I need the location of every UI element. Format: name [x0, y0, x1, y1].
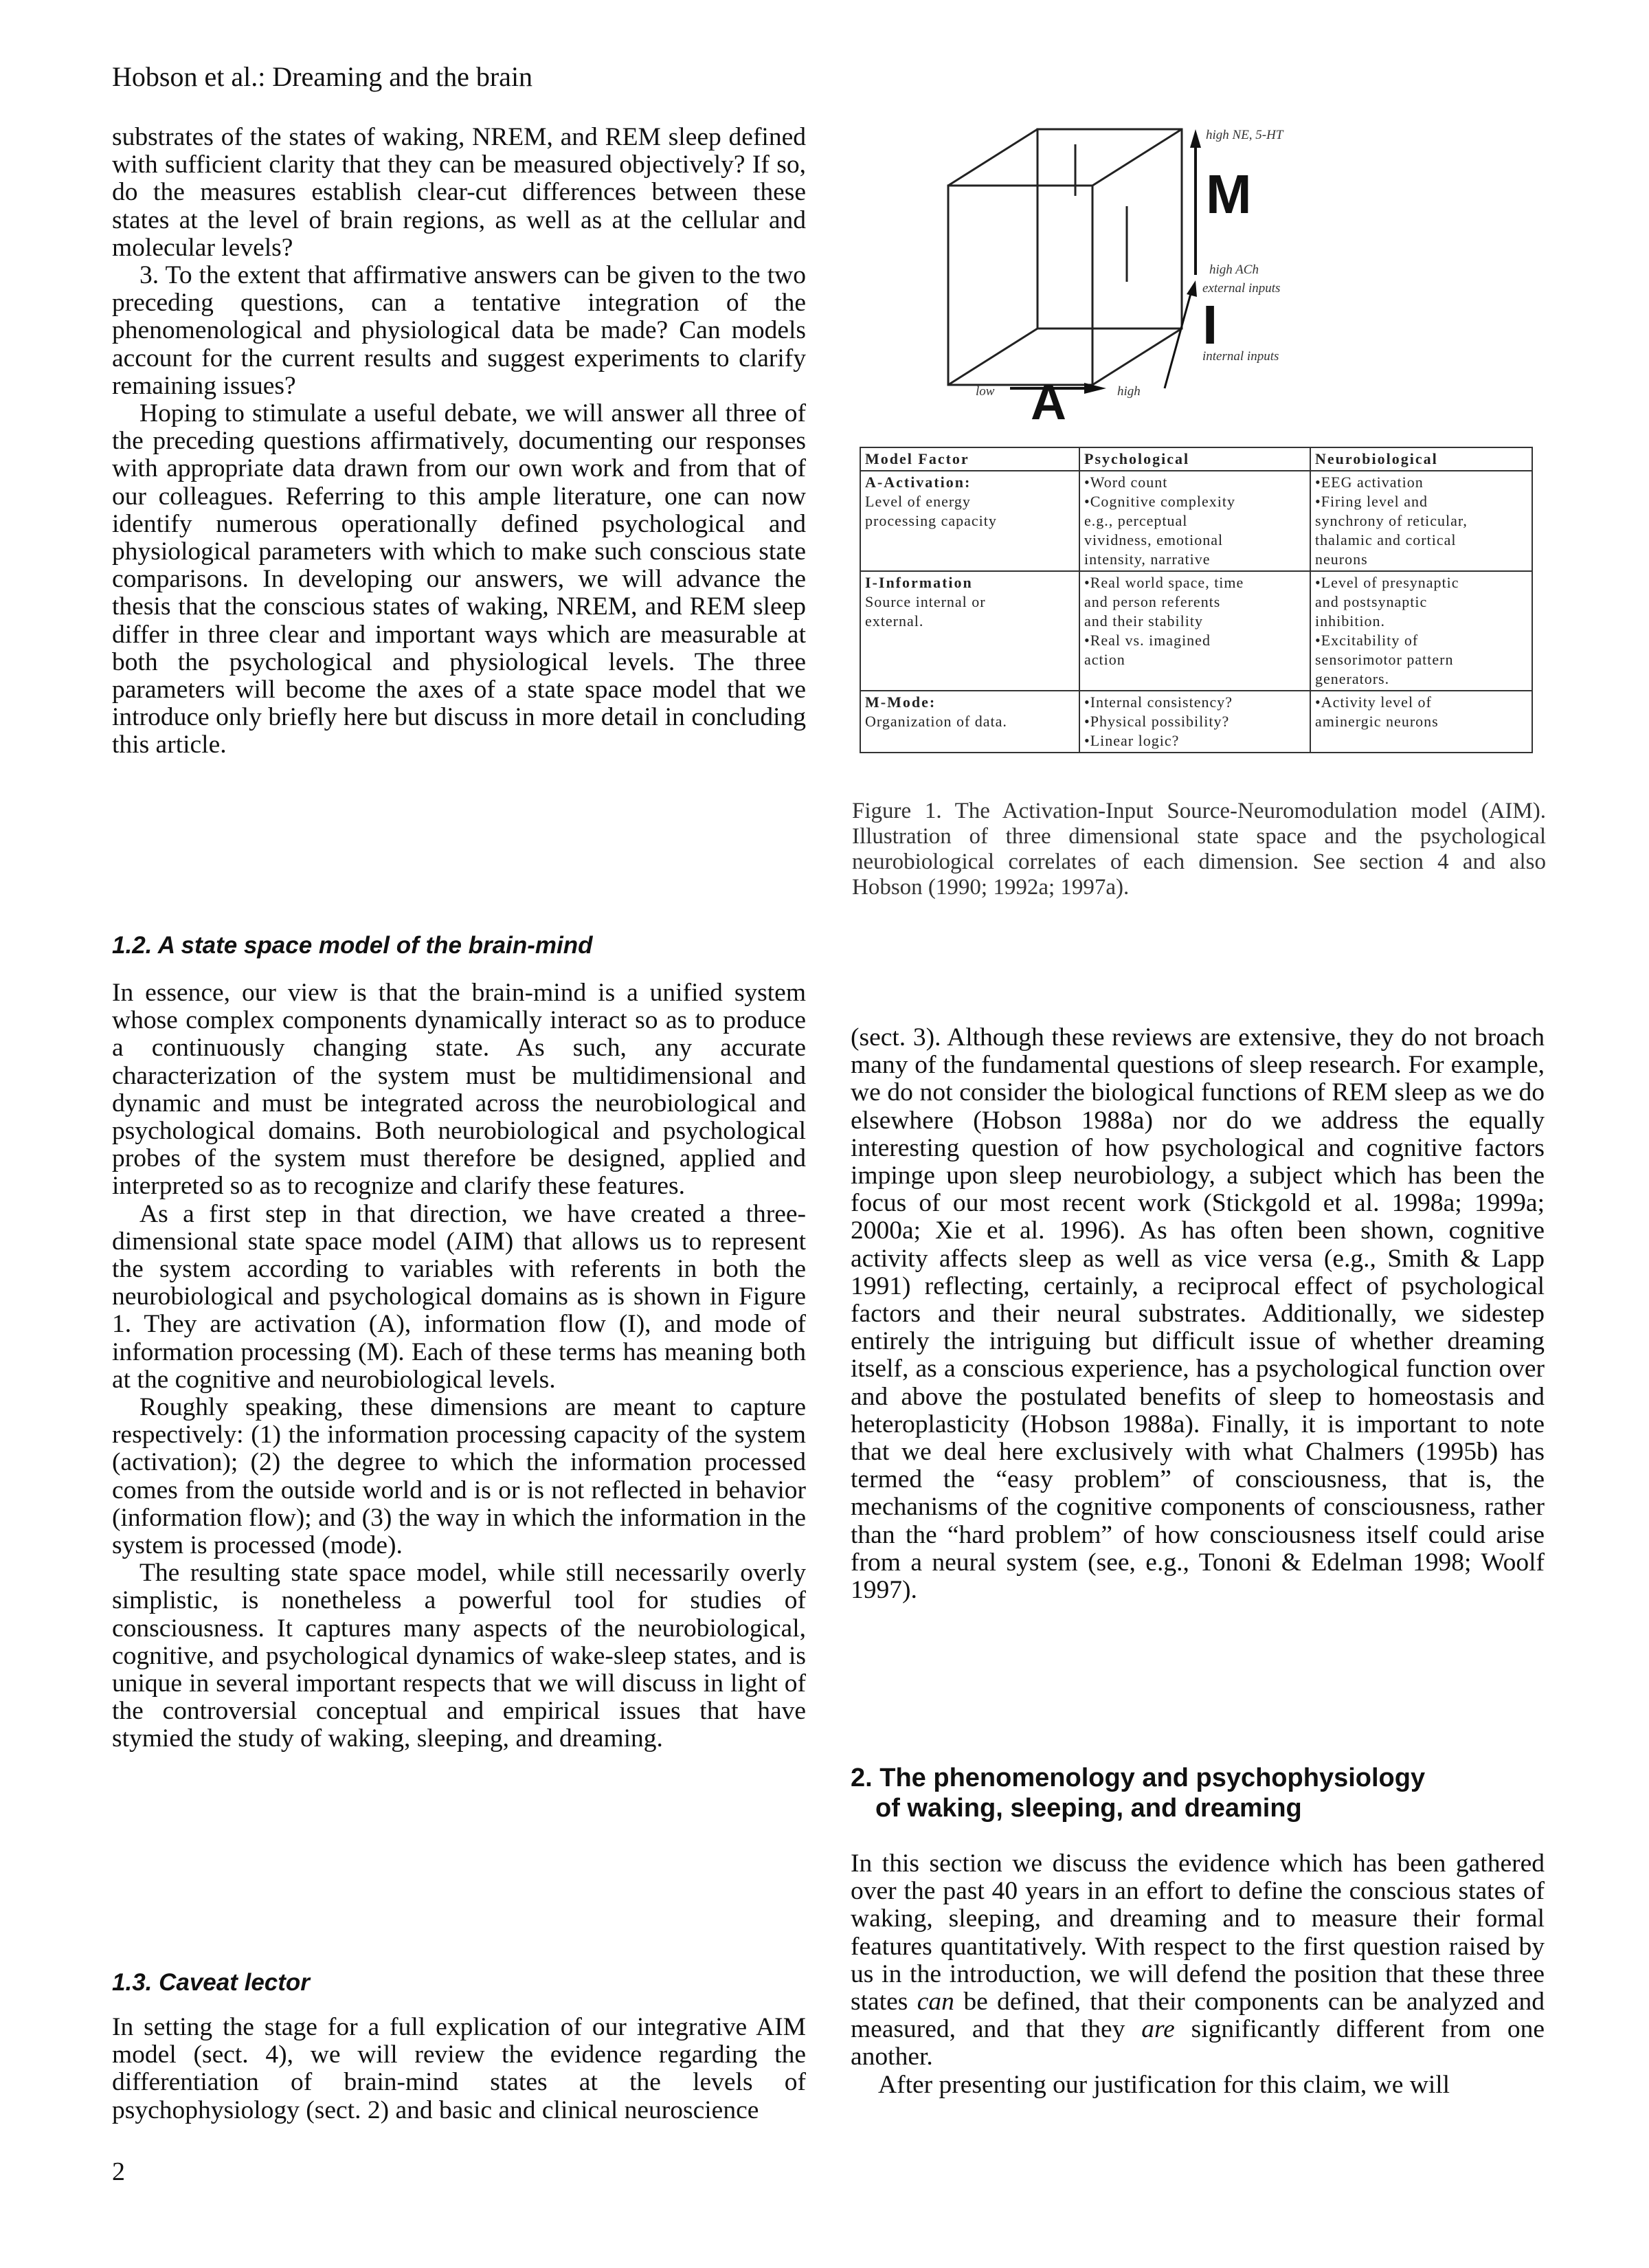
model-factor-cell [860, 471, 1079, 571]
cube-label-m: M [1206, 164, 1252, 225]
table-row [860, 571, 1532, 691]
right-column [851, 1024, 1545, 1604]
neurobiological-item: •Firing level and [1315, 493, 1428, 510]
paragraph: Roughly speaking, these dimensions are meant to capture respectively: (1) the information processing capacity of the system (activation); (2) the degree to which the information processed comes from the outside world and is or is not reflected in behavior (information flow); and (3) the way in which the information in the system is processed (mode). [112, 1393, 806, 1560]
neurobiological-item: synchrony of reticular, [1315, 512, 1468, 529]
paragraph: In essence, our view is that the brain-mind is a unified system whose complex components dynamically interact so as to produce a continuously changing state. As such, any accurate characterization of the system must be multidimensional and dynamic and must be integrated across the neurobiological and psychological domains. Both neurobiological and psychological probes of the system must therefore be designed, applied and interpreted so as to recognize and clarify these features. [112, 979, 806, 1201]
neurobiological-item: •EEG activation [1315, 474, 1424, 491]
emphasis: can [917, 1988, 954, 2016]
cube-label-internal: internal inputs [1202, 349, 1279, 364]
section-heading-2 [851, 1763, 1425, 1823]
table-header: Psychological [1079, 447, 1310, 471]
psychological-item: •Linear logic? [1084, 732, 1180, 749]
table-row [860, 471, 1532, 571]
cube-front-face [948, 186, 1092, 385]
psychological-item: •Real vs. imagined [1084, 632, 1211, 649]
psychological-cell [1079, 691, 1310, 753]
psychological-item: action [1084, 651, 1125, 668]
right-column-section-2 [851, 1850, 1545, 2099]
aim-cube-diagram [900, 117, 1395, 419]
cube-label-high: high [1117, 384, 1141, 399]
neurobiological-item: sensorimotor pattern [1315, 651, 1454, 668]
i-axis-arrow [1165, 289, 1192, 388]
running-head: Hobson et al.: Dreaming and the brain [112, 61, 533, 92]
model-factor-desc: Level of energy [865, 493, 971, 510]
paragraph: As a first step in that direction, we have created a three-dimensional state space model (AIM) that allows us to represent the system according to variables with referents in both the neurobiological and psychological domains as is shown in Figure 1. They are activation (A), information flow (I), and mode of information processing (M). Each of these terms has meaning both at the cognitive and neurobiological levels. [112, 1199, 806, 1394]
paragraph: In setting the stage for a full explication of our integrative AIM model (sect. 4), we will review the evidence regarding the differentiation of brain-mind states at the levels of psychophysiology (sect. 2) and basic and clinical neuroscience [112, 2013, 806, 2124]
text-run: significantly different from one another. [851, 2015, 1545, 2071]
cube-back-face [1037, 129, 1182, 329]
left-column-caveat [112, 2014, 806, 2124]
model-factor-desc: external. [865, 612, 924, 630]
table-header: Neurobiological [1310, 447, 1532, 471]
paragraph: substrates of the states of waking, NREM, and REM sleep defined with sufficient clarity that they can be measured objectively? If so, do the measures establish clear-cut differences between these states at the level of brain regions, as well as at the cellular and molecular levels? [112, 123, 806, 262]
section-heading-1-3: 1.3. Caveat lector [112, 1969, 310, 1996]
model-factor-desc: Organization of data. [865, 713, 1007, 730]
model-factor-cell [860, 571, 1079, 691]
paragraph: 3. To the extent that affirmative answers can be given to the two preceding questions, can a tentative integration of the phenomenological and physiological data be made? Can models account for the current results and suggest experiments to clarify remaining issues? [112, 261, 806, 400]
cube-label-low: low [976, 384, 995, 399]
psychological-item: vividness, emotional [1084, 531, 1224, 548]
cube-label-high-ne: high NE, 5-HT [1206, 128, 1283, 142]
emphasis: are [1141, 2015, 1175, 2044]
psychological-item: •Physical possibility? [1084, 713, 1230, 730]
section-heading-1-2: 1.2. A state space model of the brain-mind [112, 932, 593, 959]
section-heading-2-line2: of waking, sleeping, and dreaming [875, 1794, 1302, 1823]
paragraph [851, 1850, 1545, 2071]
left-column-top [112, 124, 806, 759]
model-factor-desc: Source internal or [865, 593, 986, 610]
neurobiological-item: •Level of presynaptic [1315, 574, 1459, 591]
psychological-item: and their stability [1084, 612, 1203, 630]
table-row [860, 691, 1532, 753]
paragraph: (sect. 3). Although these reviews are extensive, they do not broach many of the fundamental questions of sleep research. For example, we do not consider the biological functions of REM sleep as we do elsewhere (Hobson 1988a) nor do we address the equally interesting question of how psychological and cognitive factors impinge upon sleep neurobiology, a subject which has been the focus of our most recent work (Stickgold et al. 1998a; 1999a; 2000a; Xie et al. 1996). As has often been shown, cognitive activity affects sleep as well as vice versa (e.g., Smith & Lapp 1991) reflecting, certainly, a reciprocal effect of psychological factors and their neural substrates. Additionally, we sidestep entirely the intriguing but difficult issue of whether dreaming itself, as a conscious experience, has a psychological function over and above the postulated benefits of sleep to homeostasis and heteroplasticity (Hobson 1988a). Finally, it is important to note that we deal here exclusively with what Chalmers (1995b) has termed the “easy problem” of consciousness, that is, the mechanisms of the cognitive components of consciousness, rather than the “hard problem” of how consciousness itself could arise from a neural system (see, e.g., Tononi & Edelman 1998; Woolf 1997). [851, 1023, 1545, 1605]
cube-label-external: external inputs [1202, 281, 1281, 296]
neurobiological-item: •Activity level of [1315, 693, 1432, 711]
paragraph: Hoping to stimulate a useful debate, we will answer all three of the preceding questions affirmatively, documenting our responses with appropriate data drawn from our own work and from that of our colleagues. Referring to this ample literature, one can now identify numerous operationally defined psychological and physiological parameters with which to make such conscious state comparisons. In developing our answers, we will advance the thesis that the conscious states of waking, NREM, and REM sleep differ in three clear and important ways which are measurable at both the psychological and physiological levels. The three parameters will become the axes of a state space model that we introduce only briefly here but discuss in more detail in concluding this article. [112, 399, 806, 759]
model-factor-name: A-Activation: [865, 474, 972, 491]
neurobiological-item: generators. [1315, 670, 1390, 687]
neurobiological-item: •Excitability of [1315, 632, 1419, 649]
neurobiological-item: aminergic neurons [1315, 713, 1439, 730]
psychological-item: •Cognitive complexity [1084, 493, 1235, 510]
psychological-cell [1079, 471, 1310, 571]
cube-label-high-ach: high ACh [1209, 263, 1259, 277]
model-factor-cell [860, 691, 1079, 753]
aim-table-body [860, 471, 1532, 753]
neurobiological-item: inhibition. [1315, 612, 1386, 630]
model-factor-name: I-Information [865, 574, 973, 591]
text-run: be defined, that their components can be analyzed and measured, and that they [851, 1988, 1545, 2044]
aim-table [860, 447, 1533, 753]
neurobiological-cell [1310, 471, 1532, 571]
table-header: Model Factor [860, 447, 1079, 471]
psychological-item: intensity, narrative [1084, 551, 1211, 568]
psychological-item: •Internal consistency? [1084, 693, 1233, 711]
page-number: 2 [112, 2157, 125, 2186]
paragraph: The resulting state space model, while still necessarily overly simplistic, is nonetheless a powerful tool for studies of consciousness. It captures many aspects of the neurobiological, cognitive, and psychological dynamics of wake-sleep states, and is unique in several important respects that we will discuss in light of the controversial conceptual and empirical issues that have stymied the study of waking, sleeping, and dreaming. [112, 1559, 806, 1753]
neurobiological-cell [1310, 691, 1532, 753]
paragraph: After presenting our justification for this claim, we will [878, 2070, 1450, 2099]
left-column-bottom [112, 979, 806, 1753]
psychological-cell [1079, 571, 1310, 691]
psychological-item: •Word count [1084, 474, 1168, 491]
table-header-row [860, 447, 1532, 471]
psychological-item: •Real world space, time [1084, 574, 1244, 591]
neurobiological-item: neurons [1315, 551, 1368, 568]
psychological-item: and person referents [1084, 593, 1221, 610]
section-heading-2-line1: 2. The phenomenology and psychophysiology [851, 1764, 1426, 1792]
model-factor-desc: processing capacity [865, 512, 997, 529]
neurobiological-item: thalamic and cortical [1315, 531, 1457, 548]
neurobiological-cell [1310, 571, 1532, 691]
text-run: In this section we discuss the evidence which has been gathered over the past 40 years in an effort to define the conscious states of waking, sleeping, and dreaming and to measure their formal features quantitatively. With respect to the first question raised by us in the introduction, we will defend the position that these three states [851, 1849, 1545, 2016]
cube-label-i: I [1202, 294, 1218, 355]
figure-caption: Figure 1. The Activation-Input Source-Neuromodulation model (AIM). Illustration of three dimensional state space and the psychological neurobiological correlates of each dimension. See section 4 and also Hobson (1990; 1992a; 1997a). [852, 799, 1546, 900]
psychological-item: e.g., perceptual [1084, 512, 1188, 529]
neurobiological-item: and postsynaptic [1315, 593, 1428, 610]
cube-label-a: A [1031, 375, 1066, 419]
model-factor-name: M-Mode: [865, 693, 936, 711]
